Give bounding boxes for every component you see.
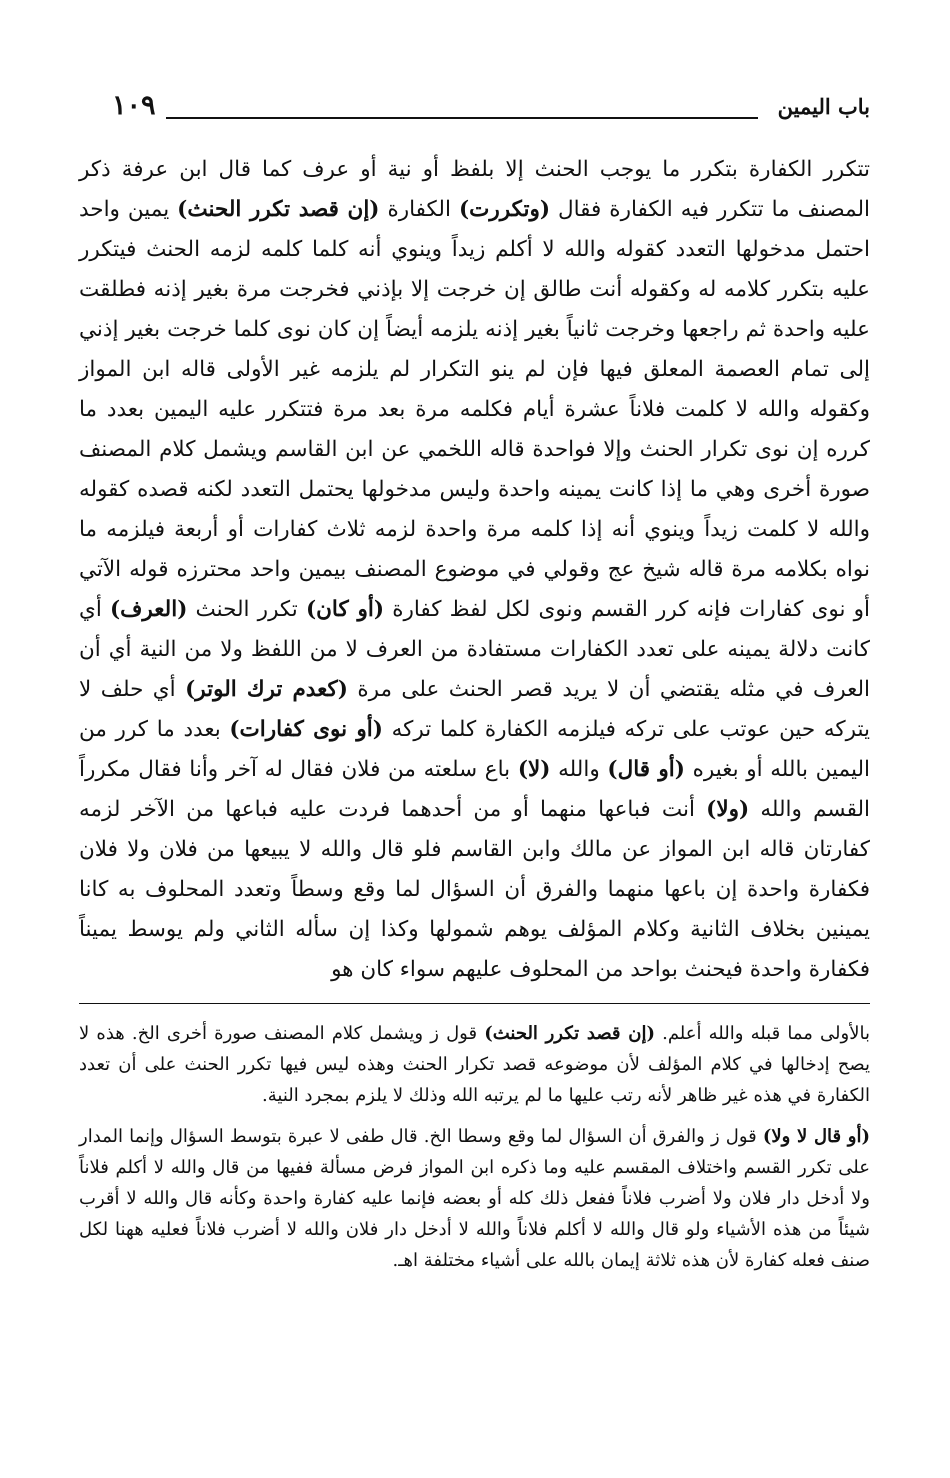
main-text-segment: باع سلعته من فلان فقال له آخر وأنا فقال مكرراً القسم والله bbox=[79, 757, 870, 822]
chapter-title: باب اليمين bbox=[777, 94, 870, 119]
running-head bbox=[112, 88, 870, 128]
footnote-text: قول ز ويشمل كلام المصنف صورة أخرى الخ. هذه لا يصح إدخالها في كلام المؤلف لأن موضوعه قصد تكرار الحنث وهذه ليس فيها تكرر الحنث على أن تعدد الكفارة في هذه غير ظاهر لأنه رتب عليها ما لم يرتبه الله وذلك لا يلزم بمجرد النية. bbox=[79, 1023, 870, 1106]
main-text-segment: أي كانت دلالة يمينه على تعدد الكفارات مستفادة من العرف لا من اللفظ ولا من النية أي أن العرف في مثله يقتضي أن لا يريد قصر الحنث على مرة bbox=[79, 597, 870, 702]
footnote-paragraph bbox=[79, 1018, 870, 1111]
main-text-segment: أي حلف لا يتركه حين عوتب على تركه فيلزمه الكفارة كلما تركه bbox=[79, 677, 870, 742]
main-text-segment: يمين واحد احتمل مدخولها التعدد كقوله والله لا أكلم زيداً وينوي أنه كلما كلمه لزمه الحنث فيتكرر عليه بتكرر كلامه له وكقوله أنت طالق إن خرجت إلا بإذني فخرجت مرة بغير إذنه فطلقت عليه واحدة ثم راجعها وخرجت ثانياً بغير إذنه يلزمه أيضاً إن كان نوى كلما خرجت بغير إذني إلى تمام العصمة المعلق فيها فإن لم ينو التكرار لم يلزمه غير الأولى قاله ابن المواز وكقوله والله لا كلمت فلاناً عشرة أيام فكلمه مرة بعد مرة فتتكرر عليه اليمين بعدد ما كرره إن نوى تكرار الحنث وإلا فواحدة قاله اللخمي عن ابن القاسم ويشمل كلام المصنف صورة أخرى وهي ما إذا كانت يمينه واحدة وليس مدخولها يحتمل التعدد لكنه قصده كقوله والله لا كلمت زيداً وينوي أنه إذا كلمه مرة واحدة لزمه ثلاث كفارات أو أربعة فيلزمه ما نواه بكلامه مرة قاله شيخ عج وقولي في موضوع المصنف بيمين واحد محترزه قوله الآتي أو نوى كفارات فإنه كرر القسم ونوى لكل لفظ كفارة bbox=[79, 197, 870, 622]
main-text bbox=[79, 150, 870, 990]
footnote-quote: (إن قصد تكرر الحنث) bbox=[484, 1023, 655, 1044]
main-text-segment: تكرر الحنث bbox=[195, 597, 298, 622]
main-text-segment: تتكرر الكفارة بتكرر ما يوجب الحنث إلا بلفظ أو نية أو عرف كما قال ابن عرفة ذكر المصنف ما تتكرر فيه الكفارة فقال bbox=[79, 157, 870, 222]
main-text-segment: بعدد ما كرر من اليمين بالله أو بغيره bbox=[79, 717, 870, 782]
matn-quote: (العرف) bbox=[109, 597, 188, 622]
footnote-text: قول ز والفرق أن السؤال لما وقع وسطا الخ. قال طفى لا عبرة بتوسط السؤال وإنما المدار على تكرر القسم واختلاف المقسم عليه وما ذكره ابن المواز فرض مسألة ففيها من قال والله لا أكلم فلاناً ولا أدخل دار فلان ولا أضرب فلاناً ففعل ذلك كله أو بعضه فإنما عليه كفارة واحدة وكأنه قال والله لا أقرب شيئاً من هذه الأشياء ولو قال والله لا أكلم فلاناً والله لا أدخل دار فلان والله لا أضرب فلاناً فعليه ههنا لكل صنف فعله كفارة لأن هذه ثلاثة إيمان بالله على أشياء مختلفة اهـ. bbox=[79, 1126, 870, 1271]
footnotes bbox=[79, 1018, 870, 1286]
main-text-segment: والله bbox=[558, 757, 600, 782]
header-rule bbox=[166, 117, 758, 119]
main-text-segment: أنت فباعها منهما أو من أحدهما فردت عليه فباعها من الآخر لزمه كفارتان قاله ابن المواز عن مالك وابن القاسم فلو قال والله لا يبيعها من فلان ولا فلان فكفارة واحدة إن باعها منهما والفرق أن السؤال لما وقع وسطاً وتعدد المحلوف به كانا يمينين بخلاف الثانية وكلام المؤلف يوهم شمولها وكذا إن سأله الثاني ولم يوسط يميناً فكفارة واحدة فيحنث بواحد من المحلوف عليهم سواء كان هو bbox=[79, 797, 870, 982]
footnote-quote: (أو قال لا ولا) bbox=[762, 1126, 870, 1147]
matn-quote: (أو قال) bbox=[607, 757, 685, 782]
matn-quote: (أو نوى كفارات) bbox=[229, 717, 383, 742]
matn-quote: (ولا) bbox=[706, 797, 750, 822]
matn-quote: (وتكررت) bbox=[458, 197, 551, 222]
matn-quote: (إن قصد تكرر الحنث) bbox=[177, 197, 380, 222]
footnote-separator bbox=[79, 1003, 870, 1004]
main-text-segment: الكفارة bbox=[387, 197, 451, 222]
matn-quote: (أو كان) bbox=[305, 597, 385, 622]
matn-quote: (كعدم ترك الوتر) bbox=[185, 677, 348, 702]
matn-quote: (لا) bbox=[517, 757, 551, 782]
footnote-paragraph bbox=[79, 1121, 870, 1276]
page-number: ١٠٩ bbox=[112, 90, 156, 121]
footnote-text: بالأولى مما قبله والله أعلم. bbox=[662, 1023, 870, 1044]
